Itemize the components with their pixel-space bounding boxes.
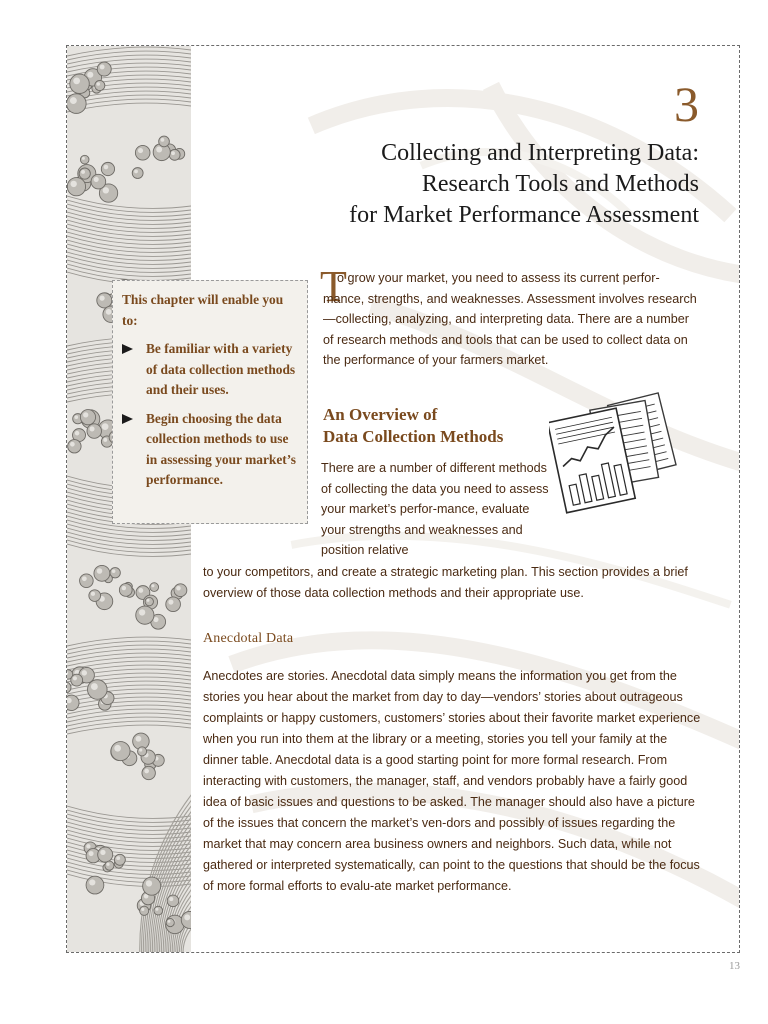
intro-paragraph: o grow your market, you need to assess its current perfor-mance, strengths, and weaknesses. Assessment involves research—collecting, analyzing, and interpreting data. There are a number of research methods and tools that can be used to collect data on the performance of your farmers market. [323,271,697,367]
overview-paragraph-continued: to your competitors, and create a strategic marketing plan. This section provides a brief overview of those data collection methods and their appropriate use. [203,565,688,600]
chapter-title-line: for Market Performance Assessment [349,202,699,228]
objectives-intro: This chapter will enable you to: [122,292,284,328]
triangle-bullet-icon [122,344,133,354]
objective-text: Be familiar with a variety of data collection methods and their uses. [146,341,296,397]
triangle-bullet-icon [122,414,133,424]
anecdotal-paragraph: Anecdotes are stories. Anecdotal data simply means the information you get from the stories you hear about the market from day to day—vendors’ stories about outrageous complaints or happy customers, customers’ stories about their favorite market experience when you run into them at the library or a meeting, stories you tell your family at the dinner table. Anecdotal data is a good starting point for more formal research. From interacting with customers, the manager, staff, and vendors probably have a fairly good idea of basic issues and questions to be asked. The manager should also have a picture of the issues that concern the market’s ven-dors and possibly of issues regarding the market that may concern area business owners and neighbors. Such data, while not gathered or interpreted systematically, can point to the questions that should be the focus of more formal efforts to evalu-ate market performance. [203,669,701,893]
objective-item [122,339,299,401]
chapter-objectives-box [112,280,308,524]
page-number: 13 [729,960,740,972]
chapter-title-line: Research Tools and Methods [421,171,699,197]
chapter-title [239,138,699,231]
subsection-heading: Anecdotal Data [203,631,294,646]
section-heading [323,404,563,448]
section-heading-line: Data Collection Methods [323,427,504,446]
objective-item [122,409,299,491]
charts-illustration [549,388,679,521]
objective-text: Begin choosing the data collection methods to use in assessing your market’s performance. [146,410,296,487]
page-frame [66,45,740,953]
chapter-number: 3 [674,76,699,132]
chapter-title-line: Collecting and Interpreting Data: [381,140,699,166]
objectives-list [122,339,299,491]
section-heading-line: An Overview of [323,405,438,424]
drop-cap: T [320,262,347,311]
overview-paragraph: There are a number of different methods of collecting the data you need to assess your market’s perfor-mance, evaluate your strengths and weaknesses and position relative [321,461,549,557]
